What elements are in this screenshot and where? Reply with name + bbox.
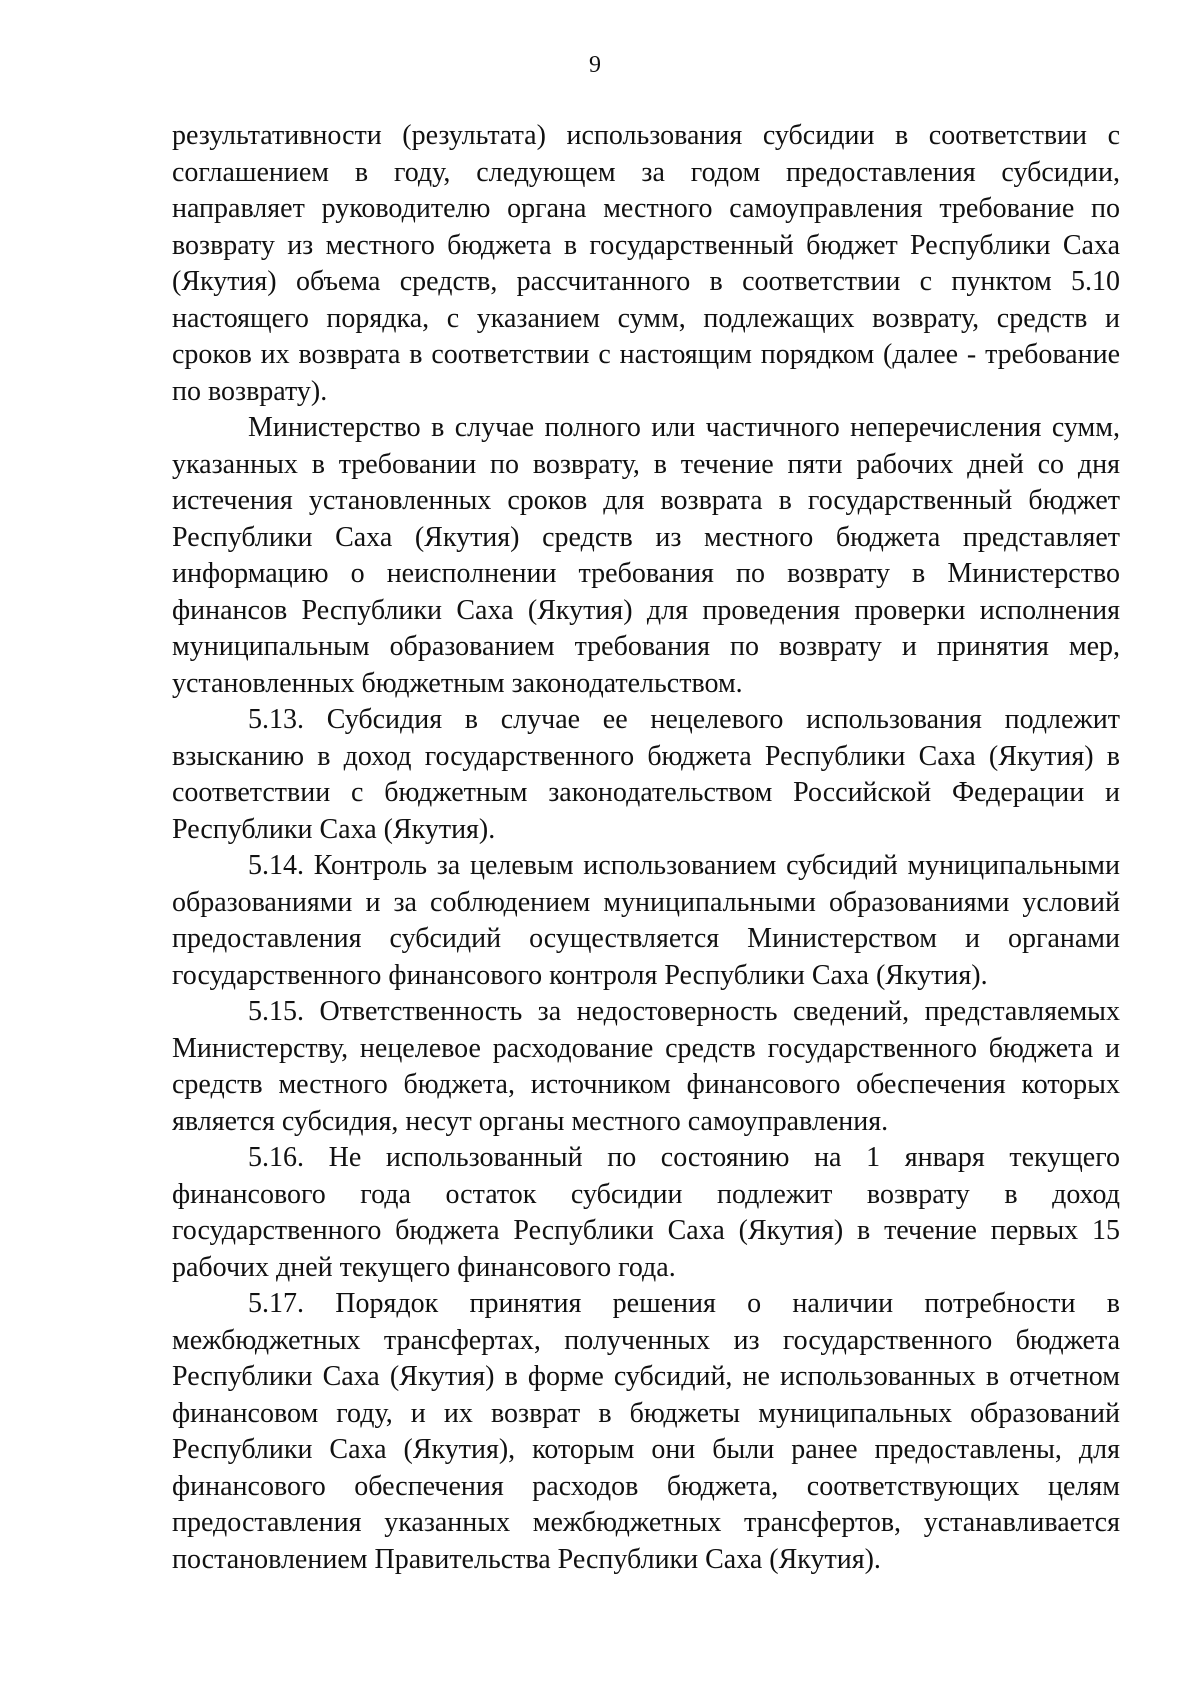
document-body: [172, 118, 1120, 1578]
paragraph-5-13: 5.13. Субсидия в случае ее нецелевого использования подлежит взысканию в доход государственного бюджета Республики Саха (Якутия) в соответствии с бюджетным законодательством Российской Федерации и Республики Саха (Якутия).: [172, 704, 1120, 845]
paragraph-5-15: 5.15. Ответственность за недостоверность сведений, представляемых Министерству, нецелевое расходование средств государственного бюджета и средств местного бюджета, источником финансового обеспечения которых является субсидия, несут органы местного самоуправления.: [172, 996, 1120, 1137]
paragraph-5-16: 5.16. Не использованный по состоянию на 1 января текущего финансового года остаток субсидии подлежит возврату в доход государственного бюджета Республики Саха (Якутия) в течение первых 15 рабочих дней текущего финансового года.: [172, 1142, 1120, 1283]
paragraph-5-14: 5.14. Контроль за целевым использованием субсидий муниципальными образованиями и за соблюдением муниципальными образованиями условий предоставления субсидий осуществляется Министерством и органами государственного финансового контроля Республики Саха (Якутия).: [172, 850, 1120, 991]
page-number: 9: [589, 52, 601, 78]
paragraph-5-17: 5.17. Порядок принятия решения о наличии потребности в межбюджетных трансфертах, полученных из государственного бюджета Республики Саха (Якутия) в форме субсидий, не использованных в отчетном финансовом году, и их возврат в бюджеты муниципальных образований Республики Саха (Якутия), которым они были ранее предоставлены, для финансового обеспечения расходов бюджета, соответствующих целям предоставления указанных межбюджетных трансфертов, устанавливается постановлением Правительства Республики Саха (Якутия).: [172, 1288, 1120, 1575]
paragraph-ministry-nonpayment: Министерство в случае полного или частичного неперечисления сумм, указанных в требовании по возврату, в течение пяти рабочих дней со дня истечения установленных сроков для возврата в государственный бюджет Республики Саха (Якутия) средств из местного бюджета представляет информацию о неисполнении требования по возврату в Министерство финансов Республики Саха (Якутия) для проведения проверки исполнения муниципальным образованием требования по возврату и принятия мер, установленных бюджетным законодательством.: [172, 412, 1120, 699]
paragraph-return-demand: результативности (результата) использования субсидии в соответствии с соглашением в году, следующем за годом предоставления субсидии, направляет руководителю органа местного самоуправления требование по возврату из местного бюджета в государственный бюджет Республики Саха (Якутия) объема средств, рассчитанного в соответствии с пунктом 5.10 настоящего порядка, с указанием сумм, подлежащих возврату, средств и сроков их возврата в соответствии с настоящим порядком (далее - требование по возврату).: [172, 120, 1120, 407]
